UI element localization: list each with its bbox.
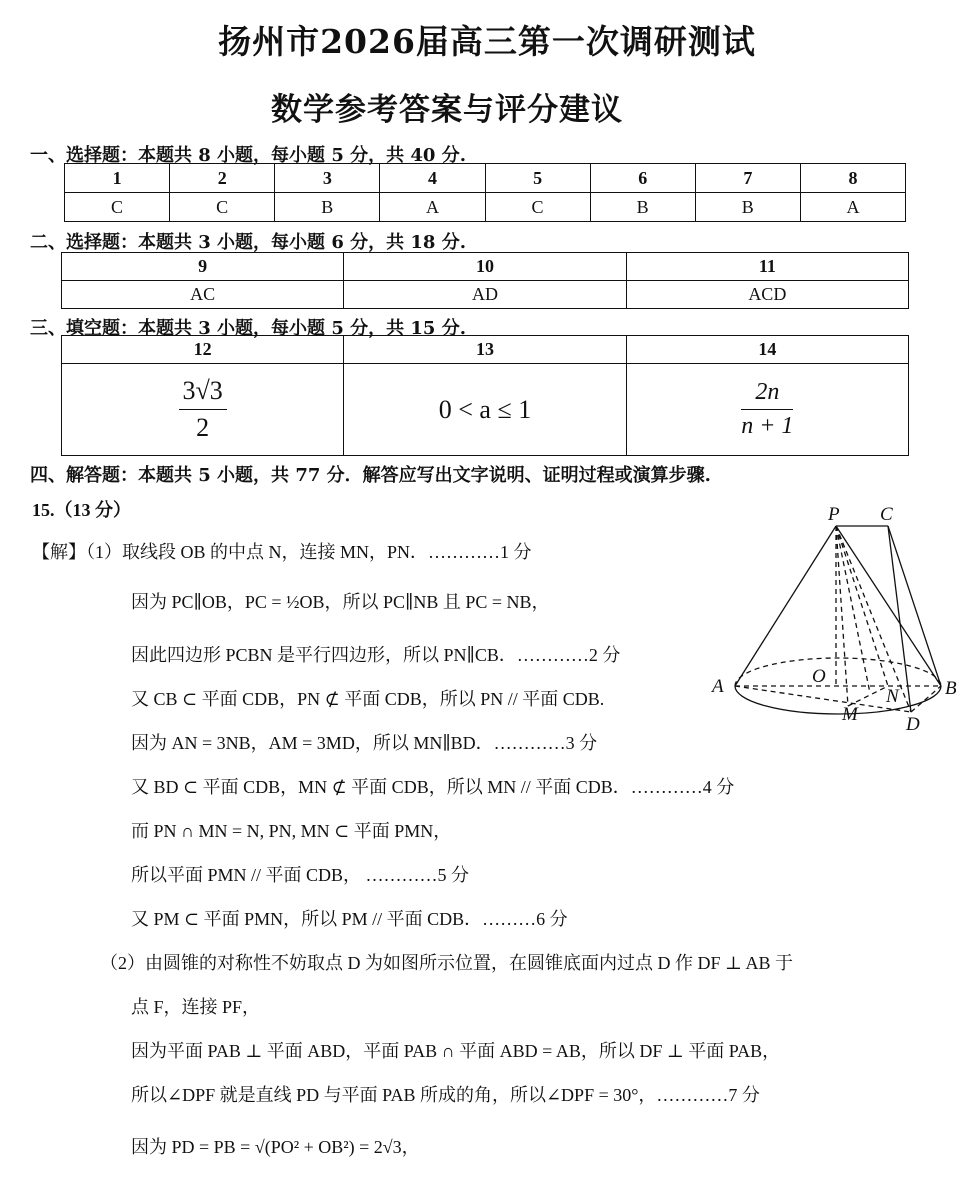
q14-number: 14 <box>626 336 908 364</box>
label-P: P <box>828 504 840 525</box>
section2-question-number-1: 9 <box>62 253 344 281</box>
solution-line-10: （2）由圆锥的对称性不妨取点 D 为如图所示位置，在圆锥底面内过点 D 作 DF ⊥ AB 于 <box>100 953 793 973</box>
solution-line-4: 又 CB ⊂ 平面 CDB，PN ⊄ 平面 CDB，所以 PN // 平面 CDB. <box>131 689 605 709</box>
section1-answer-table <box>64 163 906 222</box>
section1-question-number-3: 3 <box>275 164 380 193</box>
section1-question-number-5: 5 <box>485 164 590 193</box>
section1-heading: 一、选择题：本题共 8 小题，每小题 5 分，共 40 分. <box>30 145 466 166</box>
section1-answer-4: A <box>380 193 485 222</box>
q14-numerator: 2n <box>741 379 793 410</box>
section2-answer-1: AC <box>62 281 344 309</box>
section1-answer-7: B <box>695 193 800 222</box>
q12-numerator: 3√3 <box>179 376 227 410</box>
q13-number: 13 <box>344 336 626 364</box>
section3-heading: 三、填空题：本题共 3 小题，每小题 5 分，共 15 分. <box>30 318 466 339</box>
section2-answer-2: AD <box>344 281 626 309</box>
section1-question-number-6: 6 <box>590 164 695 193</box>
section2-question-number-3: 11 <box>626 253 908 281</box>
cone-figure <box>700 495 970 745</box>
section4-heading: 四、解答题：本题共 5 小题，共 77 分．解答应写出文字说明、证明过程或演算步骤. <box>30 465 711 486</box>
section2-question-number-2: 10 <box>344 253 626 281</box>
section1-answer-3: B <box>275 193 380 222</box>
label-M: M <box>842 704 858 725</box>
solution-line-11: 点 F，连接 PF， <box>131 997 261 1017</box>
label-O: O <box>812 666 826 687</box>
section1-question-number-1: 1 <box>65 164 170 193</box>
section1-answer-2: C <box>170 193 275 222</box>
document-subtitle: 数学参考答案与评分建议 <box>271 92 623 128</box>
label-D: D <box>906 714 920 735</box>
q13-inequality: 0 < a ≤ 1 <box>438 394 532 424</box>
label-C: C <box>880 504 893 525</box>
solution-line-6: 又 BD ⊂ 平面 CDB，MN ⊄ 平面 CDB，所以 MN // 平面 CDB．…………4 分 <box>131 777 735 797</box>
section1-question-number-2: 2 <box>170 164 275 193</box>
section1-answer-1: C <box>65 193 170 222</box>
solution-line-7: 而 PN ∩ MN = N, PN, MN ⊂ 平面 PMN， <box>131 821 452 841</box>
q12-number: 12 <box>62 336 344 364</box>
section2-heading: 二、选择题：本题共 3 小题，每小题 6 分，共 18 分. <box>30 232 466 253</box>
document-title: 扬州市2026届高三第一次调研测试 <box>218 22 756 61</box>
label-N: N <box>886 686 899 707</box>
solution-line-1: 【解】（1）取线段 OB 的中点 N，连接 MN，PN．…………1 分 <box>32 542 532 562</box>
solution-line-2: 因为 PC∥OB，PC = ½OB，所以 PC∥NB 且 PC = NB， <box>131 592 550 612</box>
section2-answer-3: ACD <box>626 281 908 309</box>
section1-answer-6: B <box>590 193 695 222</box>
q13-answer <box>344 364 626 456</box>
label-B: B <box>945 678 957 699</box>
section1-question-number-7: 7 <box>695 164 800 193</box>
section2-answer-table <box>61 252 909 309</box>
section3-answer-table <box>61 335 909 456</box>
q14-answer <box>626 364 908 456</box>
solution-line-5: 因为 AN = 3NB，AM = 3MD，所以 MN∥BD．…………3 分 <box>131 733 598 753</box>
q14-denominator: n + 1 <box>741 413 794 439</box>
section1-answer-5: C <box>485 193 590 222</box>
q12-denominator: 2 <box>196 413 210 442</box>
solution-line-12: 因为平面 PAB ⊥ 平面 ABD，平面 PAB ∩ 平面 ABD = AB，所以 DF ⊥ 平面 PAB， <box>131 1041 781 1061</box>
solution-line-14: 因为 PD = PB = √(PO² + OB²) = 2√3， <box>131 1137 420 1157</box>
solution-line-3: 因此四边形 PCBN 是平行四边形，所以 PN∥CB．…………2 分 <box>131 645 621 665</box>
q12-answer <box>62 364 344 456</box>
label-A: A <box>712 676 724 697</box>
problem15-number: 15.（13 分） <box>32 500 131 520</box>
section1-question-number-8: 8 <box>800 164 905 193</box>
section1-question-number-4: 4 <box>380 164 485 193</box>
solution-line-13: 所以∠DPF 就是直线 PD 与平面 PAB 所成的角，所以∠DPF = 30°，…………7 分 <box>131 1085 760 1105</box>
solution-line-8: 所以平面 PMN // 平面 CDB， …………5 分 <box>131 865 470 885</box>
solution-line-9: 又 PM ⊂ 平面 PMN，所以 PM // 平面 CDB．………6 分 <box>131 909 568 929</box>
section1-answer-8: A <box>800 193 905 222</box>
